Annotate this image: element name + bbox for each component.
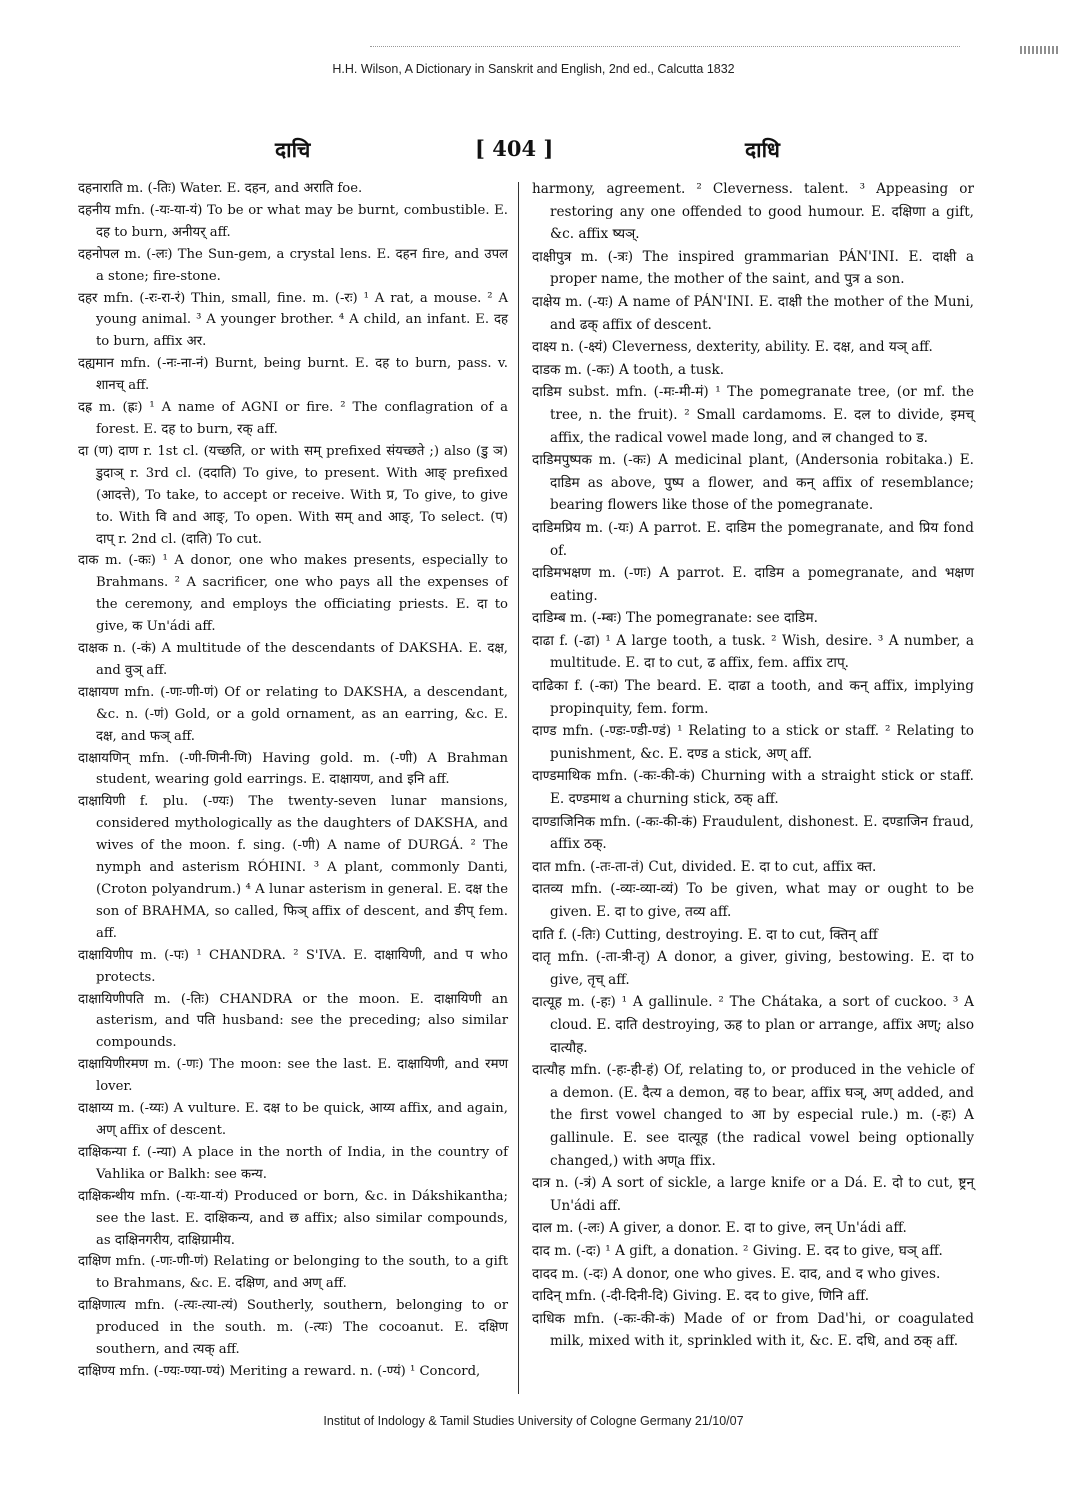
dictionary-entry: दाक्षाय्य m. (-य्यः) A vulture. E. दक्ष to be quick, आय्य affix, and again, अण् affix of descent. <box>78 1101 508 1138</box>
page-footer: Institut of Indology & Tamil Studies University of Cologne Germany 21/10/07 <box>323 1414 744 1428</box>
top-rule <box>370 46 960 48</box>
dictionary-entry: harmony, agreement. ² Cleverness. talent. ³ Appeasing or restoring any one offended to good humour. E. दक्षिणा a gift, &c. affix ष्यञ्. <box>532 181 974 243</box>
dictionary-entry: दाडिम subst. mfn. (-मः-मी-मं) ¹ The pomegranate tree, (or mf. the tree, n. the fruit). ² Small cardamoms. E. दल to divide, इमच् affix, the radical vowel made long, and ल changed to ड. <box>532 384 974 446</box>
dictionary-entry: दाक्षिकन्या f. (-न्या) A place in the north of India, in the country of Vahlika or Balkh: see कन्य. <box>78 1144 508 1182</box>
dictionary-entry: दहनोपल m. (-लः) The Sun-gem, a crystal lens. E. दहन fire, and उपल a stone; fire-stone. <box>78 246 508 284</box>
page-header: H.H. Wilson, A Dictionary in Sanskrit and English, 2nd ed., Calcutta 1832 <box>332 62 735 76</box>
left-headword: दाचि <box>275 137 311 162</box>
dictionary-entry: दाधिक mfn. (-कः-की-कं) Made of or from Dad'hi, or coagulated milk, mixed with it, sprinkled with it, &c. E. दधि, and ठक् aff. <box>532 1310 974 1350</box>
dictionary-entry: दाक्षायिणीरमण m. (-णः) The moon: see the last. E. दाक्षायिणी, and रमण lover. <box>78 1057 508 1095</box>
dictionary-entry: दाक्षायिणी f. plu. (-ण्यः) The twenty-seven lunar mansions, considered mythologically as the daughters of DAKSHA, and wives of the moon. f. sing. (-णी) A name of DURGÁ. ² The nymph and asterism RÓHINI. ³ A plant, commonly Danti, (Croton polyandrum.) ⁴ A lunar asterism in general. E. दक्ष the son of BRAHMA, so called, फिञ् affix of descent, and ङीप् fem. aff. <box>78 794 508 941</box>
dictionary-entry: दातृ mfn. (-ता-त्री-तृ) A donor, a giver, giving, bestowing. E. दा to give, तृच् aff. <box>532 949 974 988</box>
dictionary-entry: दाक्षायिणीप m. (-पः) ¹ CHANDRA. ² S'IVA. E. दाक्षायिणी, and प who protects. <box>78 947 508 985</box>
dictionary-entry: दाडिम्ब m. (-म्बः) The pomegranate: see दाडिम. <box>532 610 818 627</box>
dictionary-entry: दाक्षीपुत्र m. (-त्रः) The inspired grammarian PÁN'INI. E. दाक्षी a proper name, the mother of the saint, and पुत्र a son. <box>532 248 974 288</box>
dictionary-entry: दात्यूह m. (-हः) ¹ A gallinule. ² The Chátaka, a sort of cuckoo. ³ A cloud. E. दाति destroying, ऊह to plan or arrange, affix अण्; also दात्यौह. <box>532 994 974 1056</box>
dictionary-entry: दाद m. (-दः) ¹ A gift, a donation. ² Giving. E. दद to give, घञ् aff. <box>532 1242 943 1259</box>
dictionary-entry: दातव्य mfn. (-व्यः-व्या-व्यं) To be given, what may or ought to be given. E. दा to give, तव्य aff. <box>532 881 974 920</box>
dictionary-entry: दाक्षिणात्य mfn. (-त्यः-त्या-त्यं) Southerly, southern, belonging to or produced in the south. m. (-त्यः) The cocoanut. E. दक्षिण southern, and त्यक् aff. <box>78 1298 508 1358</box>
dictionary-entry: दहनाराति m. (-तिः) Water. E. दहन, and अराति foe. <box>78 181 363 196</box>
dictionary-entry: दाडक m. (-कः) A tooth, a tusk. <box>532 361 725 378</box>
dictionary-entry: दाक्षायिणीपति m. (-तिः) CHANDRA or the moon. E. दाक्षायिणी an asterism, and पति husband: see the preceding; also similar compounds. <box>78 991 508 1051</box>
dictionary-entry: दाक्षायण mfn. (-णः-णी-णं) Of or relating to DAKSHA, a descendant, &c. n. (-णं) Gold, or a gold ornament, as an earring, &c. E. दक्ष, and फञ् aff. <box>78 684 508 744</box>
dictionary-entry: दहनीय mfn. (-यः-या-यं) To be or what may be burnt, combustible. E. दह to burn, अनीयर् aff. <box>78 202 508 240</box>
dictionary-entry: दाक्षायणिन् mfn. (-णी-णिनी-णि) Having gold. m. (-णी) A Brahman student, wearing gold earrings. E. दाक्षायण, and इनि aff. <box>78 750 508 788</box>
dictionary-entry: दह्र m. (ह्रः) ¹ A name of AGNI or fire. ² The conflagration of a forest. E. दह to burn, रक् aff. <box>78 400 508 437</box>
right-headword: दाधि <box>745 137 780 162</box>
dictionary-entry: दाण्ड mfn. (-ण्डः-ण्डी-ण्डं) ¹ Relating to a stick or staff. ² Relating to punishment, &c. E. दण्ड a stick, अण् aff. <box>532 723 974 762</box>
dictionary-entry: दहर mfn. (-रः-रा-रं) Thin, small, fine. m. (-रः) ¹ A rat, a mouse. ² A young animal. ³ A younger brother. ⁴ A child, an infant. E. दह to burn, affix अर. <box>78 290 508 350</box>
dictionary-entry: दात्यौह mfn. (-हः-ही-हं) Of, relating to, or produced in the vehicle of a demon. (E. दैत्य a demon, वह to bear, affix घञ्, अण् added, and the first vowel changed to आ by especial rule.) m. (-हः) A gallinule. E. see दात्यूह (the radical vowel being optionally changed,) with अण्a ffix. <box>532 1062 974 1169</box>
column-divider <box>518 182 519 1394</box>
dictionary-entry: दाडिमप्रिय m. (-यः) A parrot. E. दाडिम the pomegranate, and प्रिय fond of. <box>532 519 974 559</box>
left-column <box>78 178 508 1383</box>
dictionary-entry: दाल m. (-लः) A giver, a donor. E. दा to give, लन् Un'ádi aff. <box>532 1220 907 1237</box>
dictionary-entry: दाक्षिकन्थीय mfn. (-यः-या-यं) Produced or born, &c. in Dákshikantha; see the last. E. दाक्षिकन्य, and छ affix; also similar compounds, as दाक्षिनगरीय, दाक्षिग्रामीय. <box>78 1188 508 1248</box>
dictionary-entry: दाक्षेय m. (-यः) A name of PÁN'INI. E. दाक्षी the mother of the Muni, and ढक् affix of descent. <box>532 293 974 333</box>
dictionary-entry: दात्र n. (-त्रं) A sort of sickle, a large knife or a Dá. E. दो to cut, ष्ट्रन् Un'ádi aff. <box>532 1175 974 1214</box>
dictionary-entry: दाक्षिण mfn. (-णः-णी-णं) Relating or belonging to the south, to a gift to Brahmans, &c. E. दक्षिण, and अण् aff. <box>78 1254 508 1292</box>
dictionary-entry: दाति f. (-तिः) Cutting, destroying. E. दा to cut, क्तिन् aff <box>532 926 878 943</box>
page-number: [ 404 ] <box>475 136 554 161</box>
dictionary-entry: दाढा f. (-ढा) ¹ A large tooth, a tusk. ² Wish, desire. ³ A number, a multitude. E. दा to cut, ढ affix, fem. affix टाप्. <box>532 632 974 672</box>
dictionary-entry: दाडिमपुष्पक m. (-कः) A medicinal plant, (Andersonia robitaka.) E. दाडिम as above, पुष्प a flower, and कन् affix of resemblance; bearing flowers like those of the pomegranate. <box>532 452 974 514</box>
dictionary-entry: दाडिमभक्षण m. (-णः) A parrot. E. दाडिम a pomegranate, and भक्षण eating. <box>532 565 974 604</box>
dictionary-entry: दाक्षक n. (-कं) A multitude of the descendants of DAKSHA. E. दक्ष, and वुञ् aff. <box>78 641 508 678</box>
dictionary-entry: दादद m. (-दः) A donor, one who gives. E. दाद, and द who gives. <box>532 1265 941 1282</box>
dictionary-entry: दाढिका f. (-का) The beard. E. दाढा a tooth, and कन् affix, implying propinquity, fem. form. <box>532 678 974 717</box>
dictionary-entry: दाण्डमाथिक mfn. (-कः-की-कं) Churning with a straight stick or staff. E. दण्डमाथ a churning stick, ठक् aff. <box>532 768 974 808</box>
dictionary-entry: दह्यमान mfn. (-नः-ना-नं) Burnt, being burnt. E. दह to burn, pass. v. शानच् aff. <box>78 356 508 394</box>
dictionary-entry: दाक्षिण्य mfn. (-ण्यः-ण्या-ण्यं) Meriting a reward. n. (-ण्यं) ¹ Concord, <box>78 1363 481 1379</box>
scan-mark <box>1020 46 1060 54</box>
dictionary-entry: दाक m. (-कः) ¹ A donor, one who makes presents, especially to Brahmans. ² A sacrificer, one who pays all the expenses of the ceremony, and employs the officiating priests. E. दा to give, क Un'ádi aff. <box>78 553 508 635</box>
dictionary-entry: दात mfn. (-तः-ता-तं) Cut, divided. E. दा to cut, affix क्त. <box>532 858 877 875</box>
right-column <box>532 178 974 1353</box>
dictionary-entry: दाण्डाजिनिक mfn. (-कः-की-कं) Fraudulent, dishonest. E. दण्डाजिन fraud, affix ठक्. <box>532 813 974 853</box>
dictionary-entry: दा (ण) दाण r. 1st cl. (यच्छति, or with सम् prefixed संयच्छते ;) also (डु ञ) डुदाञ् r. 3rd cl. (ददाति) To give, to present. With आङ् prefixed (आदत्ते), To take, to accept or receive. With प्र, To give, to give to. With वि and आङ्, To open. With सम् and आङ्, To select. (प) दाप् r. 2nd cl. (दाति) To cut. <box>78 443 508 547</box>
dictionary-entry: दाक्ष्य n. (-क्ष्यं) Cleverness, dexterity, ability. E. दक्ष, and यञ् aff. <box>532 339 933 356</box>
running-head <box>0 134 1067 174</box>
dictionary-entry: दादिन् mfn. (-दी-दिनी-दि) Giving. E. दद to give, णिनि aff. <box>532 1288 870 1305</box>
